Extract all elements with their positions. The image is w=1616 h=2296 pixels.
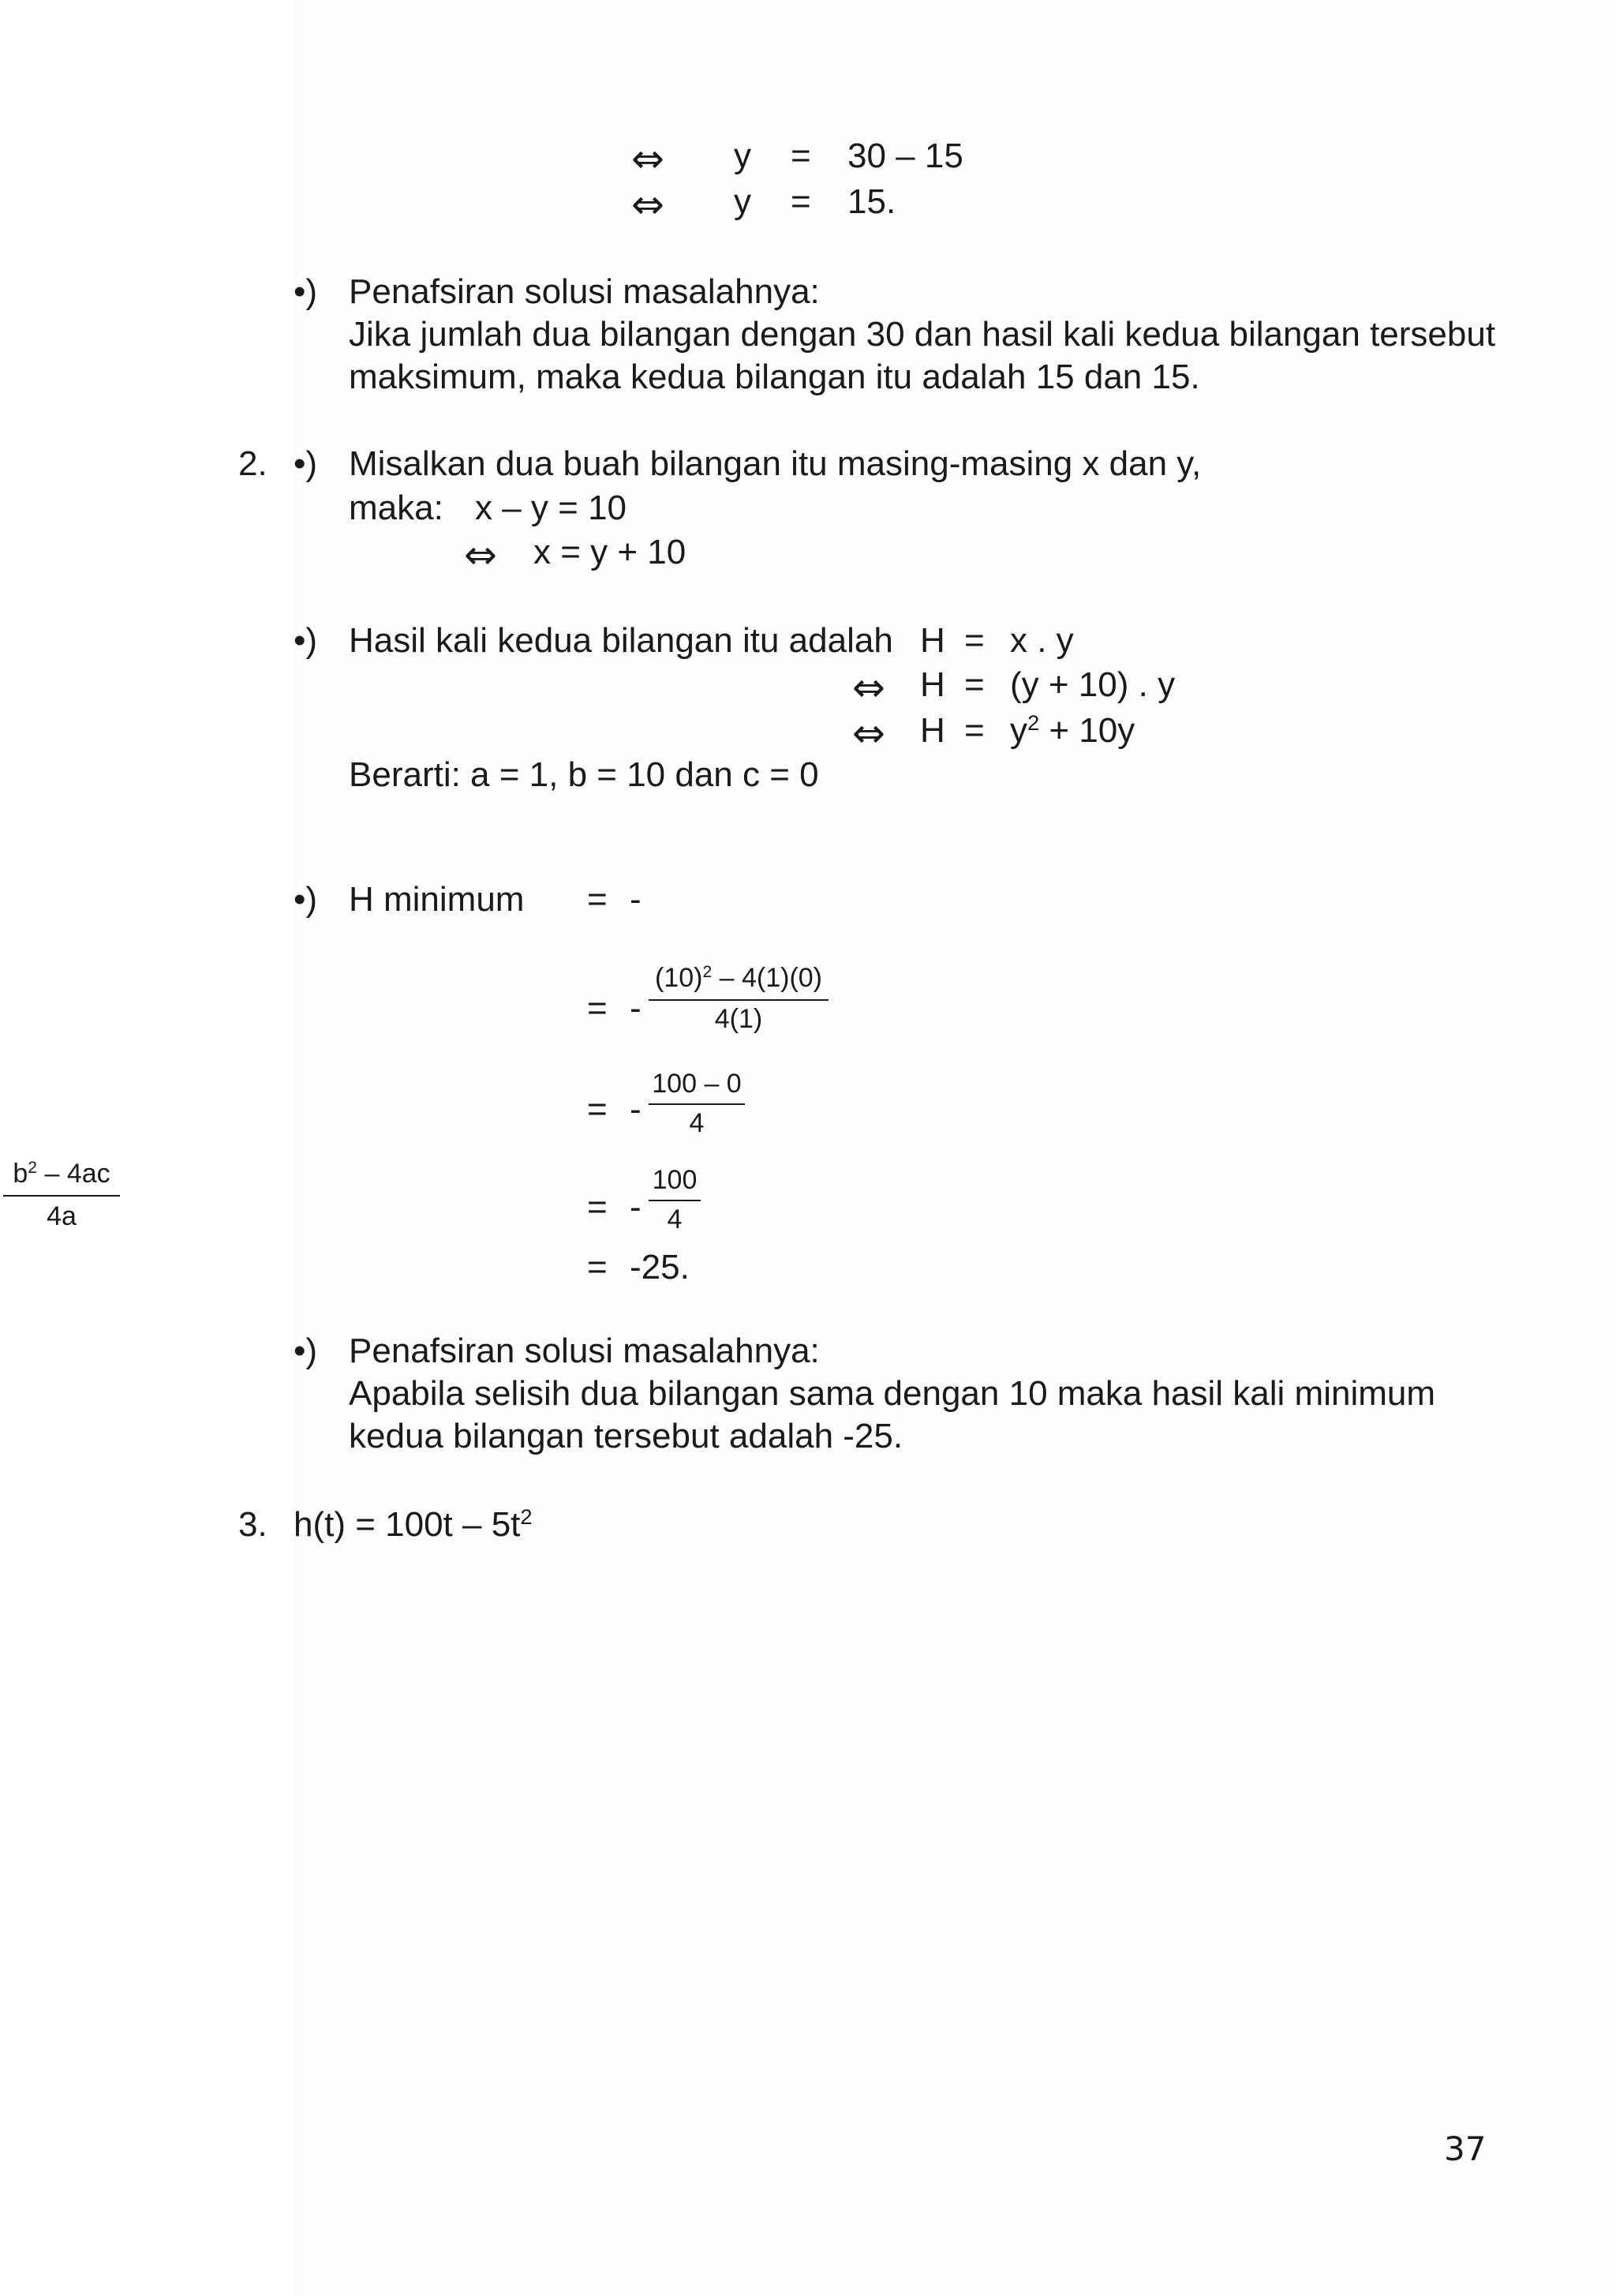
item-text: Misalkan dua buah bilangan itu masing-masing x dan y, [349,444,1202,483]
eq-sign: = [791,182,811,221]
eq-sign: = [587,880,608,919]
maka-label: maka: [349,489,443,527]
fraction-denominator: 4(1) [714,1004,763,1034]
item-number: 3. [238,1505,267,1544]
eq-rhs: $y^2 + 10y$ [1010,710,1135,750]
interpretation-line: kedua bilangan tersebut adalah -25. [349,1417,903,1455]
side-formula [3,1160,120,1231]
item-number: 2. [238,444,267,483]
hmin-label: H minimum [349,880,525,919]
fraction-denominator: 4 [689,1108,705,1138]
bullet: •) [294,1332,318,1370]
bullet: •) [294,621,318,660]
equivalence-arrow: ⇔ [852,710,885,756]
equivalence-arrow: ⇔ [852,665,885,710]
fraction [649,1070,745,1141]
eq-sign: = [587,1090,608,1129]
fraction-denominator: 4a [47,1201,77,1231]
eq-rhs: 15. [847,182,896,221]
fraction [649,964,829,1036]
minus-sign: - [630,989,642,1028]
eq-rhs: 30 – 15 [847,137,963,175]
fraction-bar [649,999,829,1001]
equivalence-arrow: ⇔ [631,136,664,182]
minus-sign: - [630,1090,642,1129]
bullet: •) [294,880,318,919]
interpretation-heading: Penafsiran solusi masalahnya: [349,1332,820,1370]
bullet: •) [294,444,318,483]
eq-lhs: H [920,665,945,704]
eq-sign: = [791,137,811,175]
page-number: 37 [1444,2129,1487,2168]
fraction [649,1167,701,1238]
fraction-denominator: 4 [667,1204,683,1234]
interpretation-heading: Penafsiran solusi masalahnya: [349,272,820,311]
eq-lhs: y [734,182,751,221]
eq-lhs: y [734,137,751,175]
interpretation-line: Jika jumlah dua bilangan dengan 30 dan hasil kali kedua bilangan tersebut [349,315,1496,354]
interpretation-line: maksimum, maka kedua bilangan itu adalah 15 dan 15. [349,358,1200,396]
eq-sign: = [964,711,985,750]
minus-sign: - [630,880,642,919]
eq-lhs: H [920,621,945,660]
product-intro: Hasil kali kedua bilangan itu adalah [349,621,893,660]
eq-lhs: H [920,711,945,750]
equivalence-arrow: ⇔ [631,182,664,227]
coefficients-line: Berarti: a = 1, b = 10 dan c = 0 [349,755,819,794]
eq-sign: = [587,1188,608,1227]
interpretation-line: Apabila selisih dua bilangan sama dengan 10 maka hasil kali minimum [349,1374,1435,1413]
eq-rhs: (y + 10) . y [1010,665,1176,704]
bullet: •) [294,272,318,311]
fraction-bar [649,1103,745,1105]
fraction-bar [649,1200,701,1201]
x-equation: x = y + 10 [533,533,686,571]
item-equation: $h(t) = 100t - 5t^2$ [294,1504,533,1544]
fraction-numerator: $b^2 - 4ac$ [13,1159,110,1189]
maka-equation: x – y = 10 [475,489,627,527]
eq-sign: = [587,989,608,1028]
eq-sign: = [964,665,985,704]
eq-sign: = [964,621,985,660]
fraction-numerator: 100 – 0 [652,1069,742,1099]
hmin-result: -25. [630,1248,690,1287]
eq-sign: = [587,1248,608,1287]
equivalence-arrow: ⇔ [464,532,497,578]
fraction-numerator: 100 [652,1165,698,1195]
fraction-bar [3,1195,120,1197]
fraction-numerator: $(10)^2 - 4(1)(0)$ [654,963,823,993]
minus-sign: - [630,1188,642,1227]
eq-rhs: x . y [1010,621,1074,660]
